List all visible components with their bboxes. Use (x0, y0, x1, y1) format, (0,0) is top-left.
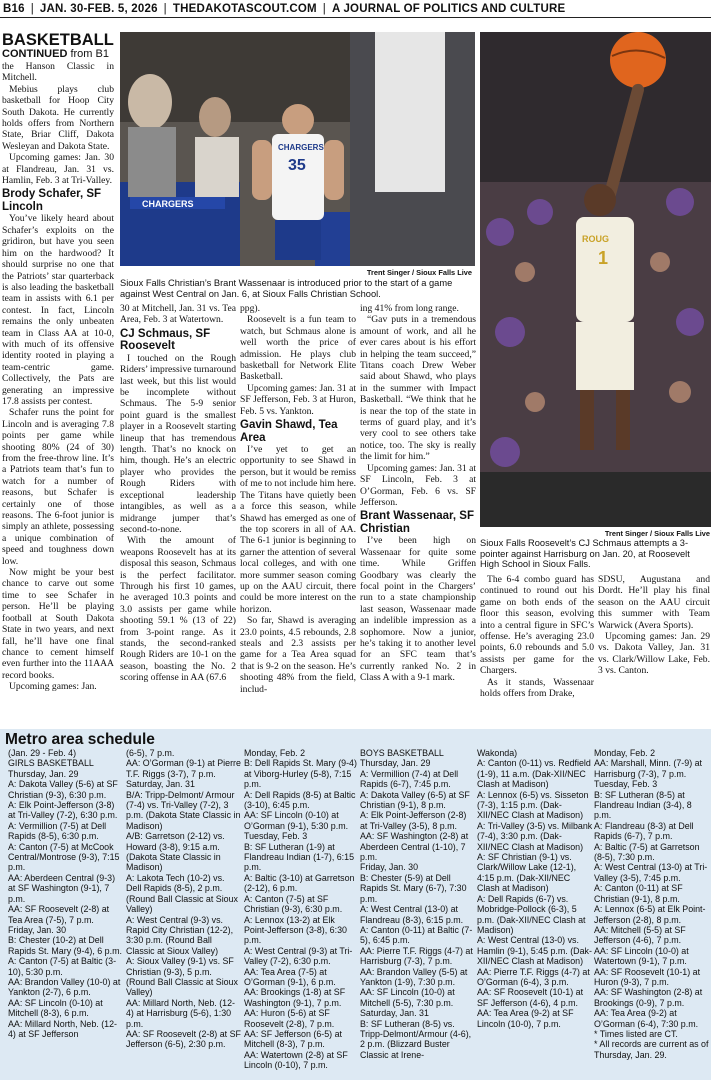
page-header (0, 0, 711, 18)
schedule-entry: B: Chester (10-2) at Dell Rapids St. Mary (9-4), 6 p.m. (8, 935, 122, 956)
schedule-entry: A: Lennox (13-2) at Elk Point-Jefferson (3-8), 6:30 p.m. (244, 914, 347, 946)
schedule-heading: Monday, Feb. 2 (244, 748, 306, 758)
schedule-entry: AA: Watertown (2-8) at SF Lincoln (0-10), 7 p.m. (244, 1049, 348, 1071)
jersey-text-2: ROUG (582, 234, 609, 244)
article-kicker: BASKETBALL (2, 32, 114, 49)
schedule-entry: A: Canton (0-11) vs. Redfield (1-9), 11 a.m. (Dak-XII/NEC Clash at Madison) (477, 758, 591, 790)
schedule-entry: A: West Central (13-0) vs. Hamlin (9-1), 5:45 p.m. (Dak-XII/NEC Clash at Madison) (477, 935, 592, 967)
schedule-entry: Wakonda) (477, 748, 518, 758)
photo1-caption: Sioux Falls Christian’s Brant Wassenaar is introduced prior to the start of a game against West Central on Jan. 6, at Sioux Falls Christian School. (120, 278, 453, 299)
paragraph: You’ve likely heard about Schafer’s exploits on the gridiron, but have you seen him on the hardwood? It should surprise no one that the Patriots’ star quarterback is also leading the basketball team in assists with 6.1 per contest. In fact, Lincoln remains the only unbeaten team in Class AA at 10-0, with much of its offensive identity rooted in playing a team-centric game. Collectively, the Pats are generating an impressive 17.8 assists per contest. (2, 213, 114, 407)
paragraph: Schafer runs the point for Lincoln and is averaging 7.8 points per game while shooting 80% (24 of 30) from the free-throw line. It’s a Patriots team that’s fun to watch for a number of reasons, but Schafer is certainly one of those reasons. The 6-foot junior is simply an athlete, possessing a unique combination of speed and toughness down low. (2, 407, 114, 567)
schedule-heading: Thursday, Jan. 29 (360, 758, 431, 769)
schedule-entry: AA: SF Roosevelt (10-1) at SF Jefferson (4-6), 4 p.m. (477, 987, 584, 1008)
schedule-entry: A: West Central (9-3) vs. Rapid City Christian (12-2), 3:30 p.m. (Round Ball Classic at Sioux Valley) (126, 914, 234, 956)
article-column-4 (360, 303, 476, 724)
schedule-entry: A: Lakota Tech (10-2) vs. Dell Rapids (8-5), 2 p.m. (Round Ball Classic at Sioux Valley) (126, 872, 238, 915)
paragraph: Now might be your best chance to carve out some time to see Schafer in person. He’ll be playing football at South Dakota State in two years, and next fall, he’ll have one final chance to cement himself even further into the 11AAA record books. (2, 567, 114, 681)
subhead: Brody Schafer, SF Lincoln (2, 188, 102, 213)
schedule-entry: AA: SF Jefferson (6-5) at Mitchell (8-3), 7 p.m. (244, 1028, 342, 1050)
schedule-entry: AA: Tea Area (7-5) at O’Gorman (9-1), 6 p.m. (244, 966, 336, 987)
schedule-entry: B: SF Lutheran (8-5) vs. Tripp-Delmont/Armour (4-6), 2 p.m. (Blizzard Buster Classic at Irene- (360, 1018, 472, 1060)
jersey-number-2: 1 (598, 248, 609, 268)
tagline: A JOURNAL OF POLITICS AND CULTURE (331, 2, 566, 15)
schedule-entry: A: Canton (0-11) at Baltic (7-5), 6:45 p.m. (360, 924, 473, 946)
schedule-entry: B: Dell Rapids St. Mary (9-4) at Viborg-Hurley (5-8), 7:15 p.m. (244, 758, 357, 790)
schedule-entry: AA: Millard North, Neb. (12-4) at Harrisburg (5-6), 1:30 p.m. (126, 997, 236, 1029)
schedule-column-2 (126, 748, 242, 1080)
schedule-column-4 (360, 748, 476, 1080)
photo-schmaus (480, 32, 711, 527)
photo2-caption: Sioux Falls Roosevelt’s CJ Schmaus attempts a 3-pointer against Harrisburg on Jan. 20, at Roosevelt High School in Sioux Falls. (480, 538, 690, 570)
schedule-entry: A: Flandreau (8-3) at Dell Rapids (6-7), 7 p.m. (594, 820, 694, 842)
schedule-entry: A: Dell Rapids (8-5) at Baltic (3-10), 6:45 p.m. (244, 789, 356, 811)
photo-schmaus-image (480, 32, 711, 527)
schedule-entry: A: Canton (0-11) at SF Christian (9-1), 8 p.m. (594, 883, 683, 904)
photo-wassenaar-image (120, 32, 475, 266)
paragraph: So far, Shawd is averaging 23.0 points, 4.5 rebounds, 2.8 steals and 2.3 assists per game for a Tea Area squad that is 9-2 on the season. He’s shooting 48% from the field, includ- (240, 615, 356, 695)
header-divider: | (30, 2, 34, 15)
article-column-5 (480, 574, 594, 724)
schedule-entry: A: Elk Point-Jefferson (3-8) at Tri-Valley (7-2), 6:30 p.m. (8, 800, 118, 821)
schedule-column-3 (244, 748, 360, 1080)
schedule-title: Metro area schedule (5, 731, 155, 748)
schedule-entry: * Times listed are CT. (594, 1028, 678, 1039)
schedule-entry: AA: Tea Area (9-2) at O’Gorman (6-4), 7:30 p.m. (594, 1008, 699, 1029)
jersey-text: CHARGERS (278, 143, 324, 152)
schedule-entry: AA: Pierre T.F. Riggs (4-7) at Harrisburg (7-3), 7 p.m. (360, 945, 473, 967)
schedule-entry: (6-5), 7 p.m. (126, 748, 175, 758)
schedule-heading: Thursday, Jan. 29 (8, 768, 79, 779)
schedule-entry: A: Dell Rapids (6-7) vs. Mobridge-Pollock (6-3), 5 p.m. (Dak-XII/NEC Clash at Madison) (477, 893, 586, 935)
schedule-entry: A: Lennox (6-5) at Elk Point-Jefferson (2-8), 8 p.m. (594, 904, 706, 925)
schedule-heading: GIRLS BASKETBALL (8, 758, 94, 769)
article-column-2 (120, 303, 236, 724)
paragraph: the Hanson Classic in Mitchell. (2, 61, 114, 84)
site-name: THEDAKOTASCOUT.COM (172, 2, 317, 15)
photo-wassenaar (120, 32, 475, 266)
subhead: Brant Wassenaar, SF Christian (360, 510, 474, 535)
schedule-entry: A: Canton (7-5) at McCook Central/Montrose (9-3), 7:15 p.m. (8, 841, 120, 873)
schedule-entry: AA: SF Lincoln (0-10) at O’Gorman (9-1), 5:30 p.m. (244, 810, 349, 831)
schedule-entry: AA: SF Lincoln (10-0) at Mitchell (5-5), 7:30 p.m. (360, 987, 455, 1008)
page-number: B16 (3, 2, 25, 15)
schedule-heading: Friday, Jan. 30 (8, 924, 67, 935)
jersey-number: 35 (288, 157, 306, 174)
schedule-entry: A: Canton (7-5) at Baltic (3-10), 5:30 p.m. (8, 956, 117, 977)
schedule-heading: Tuesday, Feb. 3 (594, 779, 658, 790)
schedule-entry: AA: O’Gorman (9-1) at Pierre T.F. Riggs (3-7), 7 p.m. (126, 758, 241, 779)
schedule-entry: AA: Brandon Valley (5-5) at Yankton (1-9), 7:30 p.m. (360, 966, 468, 987)
schedule-entry: AA: Tea Area (9-2) at SF Lincoln (10-0), 7 p.m. (477, 1008, 574, 1029)
schedule-entry: AA: Brandon Valley (10-0) at Yankton (2-7), 6 p.m. (8, 976, 121, 998)
paragraph: I’ve been high on Wassenaar for quite some time. While Griffen Goodbary was clearly the focal point in the Chargers’ run to a state championship last season, Wassenaar made an indelible impression as a sophomore. Now a junior, he’s taking it to another level for an SFC team that’s currently ranked No. 2 in Class A with a 9-1 mark. (360, 535, 476, 684)
paragraph: SDSU, Augustana and Dordt. He’ll play his final season on the AAU circuit this summer with Team Warwick (Avera Sports). (598, 574, 710, 631)
subhead: Gavin Shawd, Tea Area (240, 419, 338, 444)
schedule-entry: A: Elk Point-Jefferson (2-8) at Tri-Valley (3-5), 8 p.m. (360, 810, 467, 831)
schedule-entry: A: Vermillion (7-5) at Dell Rapids (8-5), 6:30 p.m. (8, 820, 107, 842)
schedule-entry: A: Canton (7-5) at SF Christian (9-3), 6:30 p.m. (244, 893, 343, 915)
article-column-6 (598, 574, 710, 724)
schedule-entry: AA: SF Washington (2-8) at Aberdeen Central (1-10), 7 p.m. (360, 831, 469, 863)
schedule-entry: AA: SF Roosevelt (2-8) at SF Jefferson (6-5), 2:30 p.m. (126, 1028, 241, 1050)
schedule-entry: AA: Huron (5-6) at SF Roosevelt (2-8), 7 p.m. (244, 1008, 335, 1029)
schedule-entry: A: SF Christian (9-1) vs. Clark/Willow Lake (12-1), 4:15 p.m. (Dak-XII/NEC Clash at Madison) (477, 852, 577, 894)
paragraph: ing 41% from long range. (360, 303, 459, 314)
photo1-credit: Trent Singer / Sioux Falls Live (366, 268, 472, 277)
paragraph: As it stands, Wassenaar holds offers from Drake, (480, 676, 594, 700)
schedule-entry: AA: SF Lincoln (10-0) at Watertown (9-1), 7 p.m. (594, 945, 689, 967)
paragraph: Roosevelt is a fun team to watch, but Schmaus alone is well worth the price of admission. He plays club basketball for Network Elite Basketball. (240, 314, 356, 383)
schedule-entry: B: Chester (5-9) at Dell Rapids St. Mary (6-7), 7:30 p.m. (360, 872, 467, 904)
schedule-entry: AA: Pierre T.F. Riggs (4-7) at O’Gorman (6-4), 3 p.m. (477, 966, 590, 987)
schedule-entry: AA: Millard North, Neb. (12-4) at SF Jefferson (8, 1018, 118, 1039)
paragraph: 30 at Mitchell, Jan. 31 vs. Tea Area, Feb. 3 at Watertown. (120, 303, 236, 326)
schedule-column-1 (8, 748, 124, 1080)
paragraph: Upcoming games: Jan. (9, 681, 97, 693)
paragraph: ppg). (240, 303, 260, 314)
schedule-entry: AA: SF Washington (2-8) at Brookings (0-9), 7 p.m. (594, 987, 703, 1008)
schedule-heading: Friday, Jan. 30 (360, 862, 419, 873)
schedule-entry: AA: Marshall, Minn. (7-9) at Harrisburg (7-3), 7 p.m. (594, 758, 703, 779)
schedule-column-6 (594, 748, 710, 1080)
schedule-entry: AA: Brookings (1-8) at SF Washington (9-1), 7 p.m. (244, 987, 346, 1008)
header-divider: | (322, 2, 326, 15)
schedule-entry: * All records are current as of Thursday, Jan. 29. (594, 1039, 709, 1060)
schedule-heading: Saturday, Jan. 31 (360, 1008, 429, 1019)
paragraph: Mebius plays club basketball for Hoop City South Dakota. He currently holds offers from Northern State, Briar Cliff, Dakota Wesleyan and Dakota State. (2, 83, 114, 152)
paragraph: Upcoming games: Jan. 31 at SF Lincoln, Feb. 3 at O’Gorman, Feb. 6 vs. SF Jefferson. (360, 462, 476, 508)
schedule-entry: A: Baltic (7-5) at Garretson (8-5), 7:30 p.m. (594, 841, 700, 863)
schedule-heading: Monday, Feb. 2 (594, 748, 656, 758)
article-column-3 (240, 303, 356, 724)
schedule-entry: AA: SF Roosevelt (10-1) at Huron (9-3), 7 p.m. (594, 966, 701, 987)
schedule-entry: AA: SF Lincoln (0-10) at Mitchell (8-3), 6 p.m. (8, 997, 103, 1019)
paragraph: Upcoming games: Jan. 31 at SF Jefferson, Feb. 3 at Huron, Feb. 5 vs. Yankton. (240, 382, 356, 417)
issue-date: JAN. 30-FEB. 5, 2026 (39, 2, 158, 15)
schedule-entry: A: Sioux Valley (9-1) vs. SF Christian (9-3), 5 p.m. (Round Ball Classic at Sioux Valley) (126, 956, 238, 998)
schedule-entry: AA: SF Roosevelt (2-8) at Tea Area (7-5), 7 p.m. (8, 904, 110, 925)
schedule-column-5 (477, 748, 593, 1080)
schedule-entry: A: Vermillion (7-4) at Dell Rapids (6-7), 7:45 p.m. (360, 768, 459, 790)
banner-text: CHARGERS (142, 199, 194, 209)
schedule-entry: B: SF Lutheran (1-9) at Flandreau Indian (1-7), 6:15 p.m. (244, 841, 355, 873)
paragraph: I’ve yet to get an opportunity to see Shawd in person, but it would be remiss of me to not include him here. The Titans have quietly been a force this season, while Shawd has emerged as one of the top scorers in all of AA. The 6-1 junior is beginning to garner the attention of several local colleges, and with one more summer season coming up on the AAU circuit, there could be more interest on the horizon. (240, 444, 356, 615)
metro-schedule (0, 729, 711, 1080)
paragraph: Upcoming games: Jan. 30 at Flandreau, Jan. 31 vs. Hamlin, Feb. 3 at Tri-Valley. (2, 152, 114, 187)
paragraph: With the amount of weapons Roosevelt has at its disposal this season, Schmaus is the perfect facilitator. Through his first 10 games, he averaged 10.3 points and 3.0 assists per game while shooting 59.1 % (13 of 22) from 3-point range. As it stands, the second-ranked Rough Riders are 10-1 on the season, boasting the No. 2 scoring offense in AA (67.6 (120, 535, 236, 684)
schedule-entry: A: Dakota Valley (6-5) at SF Christian (9-1), 8 p.m. (360, 789, 470, 811)
schedule-entry: A: West Central (13-0) at Flandreau (8-3), 6:15 p.m. (360, 904, 464, 925)
schedule-entry: A/B: Garretson (2-12) vs. Howard (3-8), 9:15 a.m. (Dakota State Classic in Madison) (126, 831, 225, 873)
schedule-entry: A: Baltic (3-10) at Garretson (2-12), 6 p.m. (244, 872, 355, 894)
schedule-entry: A: West Central (9-3) at Tri-Valley (7-2), 6:30 p.m. (244, 945, 353, 967)
schedule-entry: B/A: Tripp-Delmont/ Armour (7-4) vs. Tri-Valley (7-2), 3 p.m. (Dakota State Classic in Madison) (126, 789, 241, 831)
paragraph: I touched on the Rough Riders’ impressive turnaround last week, but this list would be incomplete without Schmaus. The 5-9 senior point guard is the smallest player in a Roosevelt starting lineup that has tremendous length. That’s no knock on him, though. He’s an electric player who provides the Rough Riders with exceptional leadership intangibles, as well as a midrange jumper that’s second-to-none. (120, 352, 236, 535)
schedule-entry: A: Lennox (6-5) vs. Sisseton (7-3), 1:15 p.m. (Dak-XII/NEC Clash at Madison) (477, 789, 589, 821)
paragraph: Upcoming games: Jan. 29 vs. Dakota Valley, Jan. 31 vs. Clark/Willow Lake, Feb. 3 vs. Canton. (598, 631, 710, 677)
schedule-heading: Saturday, Jan. 31 (126, 779, 195, 790)
schedule-entry: AA: Mitchell (5-5) at SF Jefferson (4-6), 7 p.m. (594, 924, 686, 946)
subhead: CJ Schmaus, SF Roosevelt (120, 327, 211, 353)
schedule-entry: AA: Aberdeen Central (9-3) at SF Washington (9-1), 7 p.m. (8, 872, 116, 904)
schedule-heading: (Jan. 29 - Feb. 4) (8, 748, 77, 758)
continued-line: CONTINUED from B1 (2, 48, 109, 60)
paragraph: The 6-4 combo guard has continued to round out his game on both ends of the floor this season, evolving into a central figure in SFC’s offense. He’s averaging 23.0 points, 6.0 rebounds and 5.0 assists per game for the Chargers. (480, 574, 594, 677)
article-column-1 (2, 32, 114, 724)
photo2-credit: Trent Singer / Sioux Falls Live (604, 529, 710, 538)
schedule-entry: A: Dakota Valley (5-6) at SF Christian (9-3), 6:30 p.m. (8, 779, 118, 800)
schedule-entry: A: Tri-Valley (3-5) vs. Milbank (7-4), 3:30 p.m. (Dak-XII/NEC Clash at Madison) (477, 820, 593, 852)
schedule-entry: A: West Central (13-0) at Tri-Valley (3-5), 7:45 p.m. (594, 862, 708, 883)
schedule-entry: B: SF Lutheran (8-5) at Flandreau Indian (3-4), 8 p.m. (594, 789, 692, 821)
schedule-heading: Tuesday, Feb. 3 (244, 831, 308, 842)
paragraph: “Gav puts in a tremendous amount of work, and all he ever cares about is his effort in helping the team succeed,” Titans coach Drew Weber said about Shawd, who plays in the summer with Impact Basketball. “We think that he is near the top of the state in terms of guard play, and it’s very cool to see others take notice, too. The sky is really the limit for him.” (360, 314, 476, 463)
schedule-heading: BOYS BASKETBALL (360, 748, 444, 758)
header-divider: | (163, 2, 167, 15)
